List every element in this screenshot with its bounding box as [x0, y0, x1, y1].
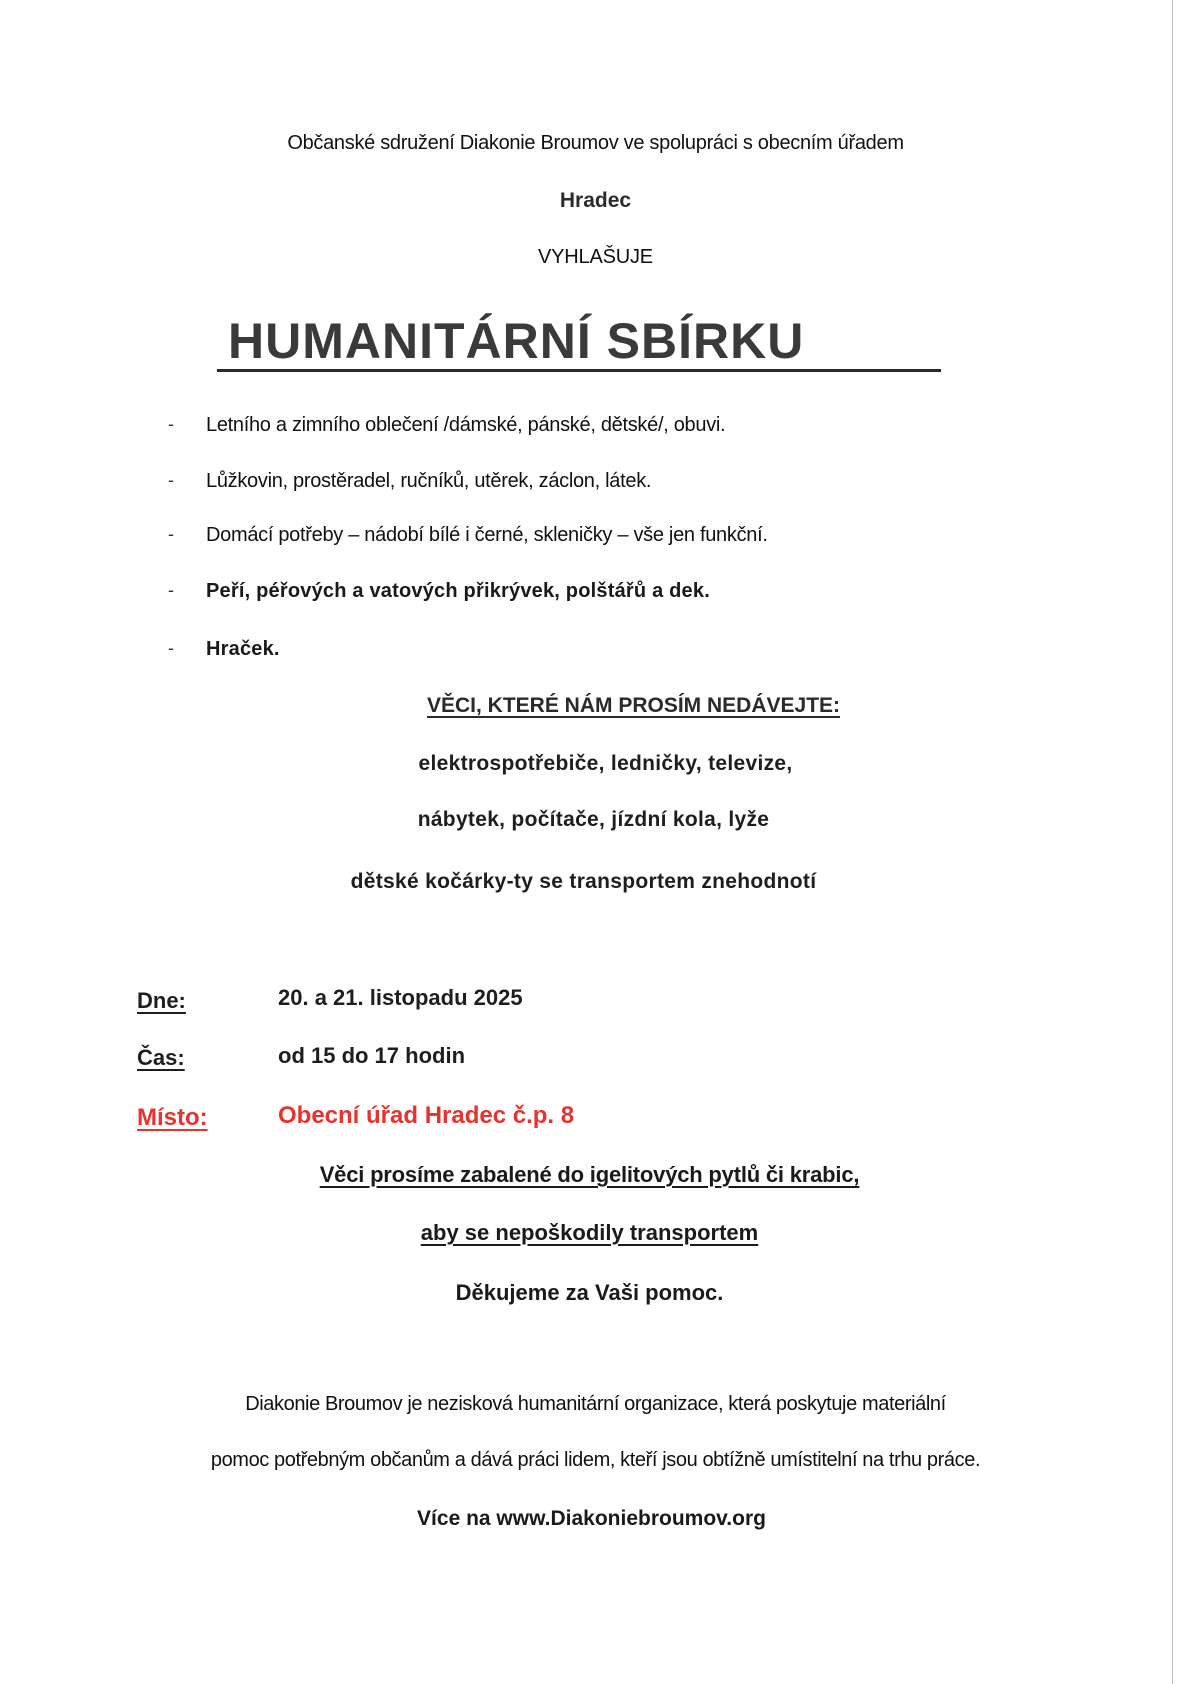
- location-label: Místo:: [137, 1104, 208, 1131]
- website-link[interactable]: Více na www.Diakoniebroumov.org: [417, 1507, 766, 1530]
- location-value: Obecní úřad Hradec č.p. 8: [278, 1102, 575, 1129]
- bullet-dash: -: [168, 524, 174, 544]
- list-item-text: Lůžkovin, prostěradel, ručníků, utěrek, záclon, látek.: [206, 470, 652, 492]
- bullet-dash: -: [168, 414, 174, 434]
- about-line-1: Diakonie Broumov je nezisková humanitární organizace, která poskytuje materiální: [245, 1393, 946, 1415]
- list-item-text: Letního a zimního oblečení /dámské, pánské, dětské/, obuvi.: [206, 414, 726, 436]
- list-item-text: Hraček.: [206, 638, 280, 660]
- bullet-dash: -: [168, 638, 174, 658]
- not-accepted-line: elektrospotřebiče, ledničky, televize,: [418, 752, 793, 775]
- date-label: Dne:: [137, 988, 186, 1013]
- not-accepted-heading: VĚCI, KTERÉ NÁM PROSÍM NEDÁVEJTE:: [426, 694, 841, 717]
- about-line-2: pomoc potřebným občanům a dává práci lidem, kteří jsou obtížně umístitelní na trhu práce.: [210, 1449, 981, 1471]
- date-value: 20. a 21. listopadu 2025: [278, 985, 523, 1010]
- intro-line: Občanské sdružení Diakonie Broumov ve spolupráci s obecním úřadem: [287, 132, 904, 154]
- time-label: Čas:: [137, 1045, 185, 1070]
- time-value: od 15 do 17 hodin: [278, 1043, 466, 1068]
- bullet-dash: -: [168, 580, 174, 600]
- packing-line-2: aby se nepoškodily transportem: [420, 1220, 759, 1245]
- announce-text: VYHLAŠUJE: [538, 246, 653, 268]
- not-accepted-line: nábytek, počítače, jízdní kola, lyže: [417, 808, 770, 831]
- list-item-text: Peří, péřových a vatových přikrývek, polštářů a dek.: [206, 580, 710, 602]
- thanks-text: Děkujeme za Vaši pomoc.: [455, 1280, 724, 1305]
- title-underline: [217, 369, 941, 372]
- page-title: HUMANITÁRNÍ SBÍRKU: [228, 313, 805, 369]
- list-item-text: Domácí potřeby – nádobí bílé i černé, skleničky – vše jen funkční.: [206, 524, 768, 546]
- not-accepted-line: dětské kočárky-ty se transportem znehodnotí: [350, 870, 817, 893]
- bullet-dash: -: [168, 470, 174, 490]
- packing-line-1: Věci prosíme zabalené do igelitových pytlů či krabic,: [319, 1162, 860, 1187]
- place-name: Hradec: [559, 189, 632, 212]
